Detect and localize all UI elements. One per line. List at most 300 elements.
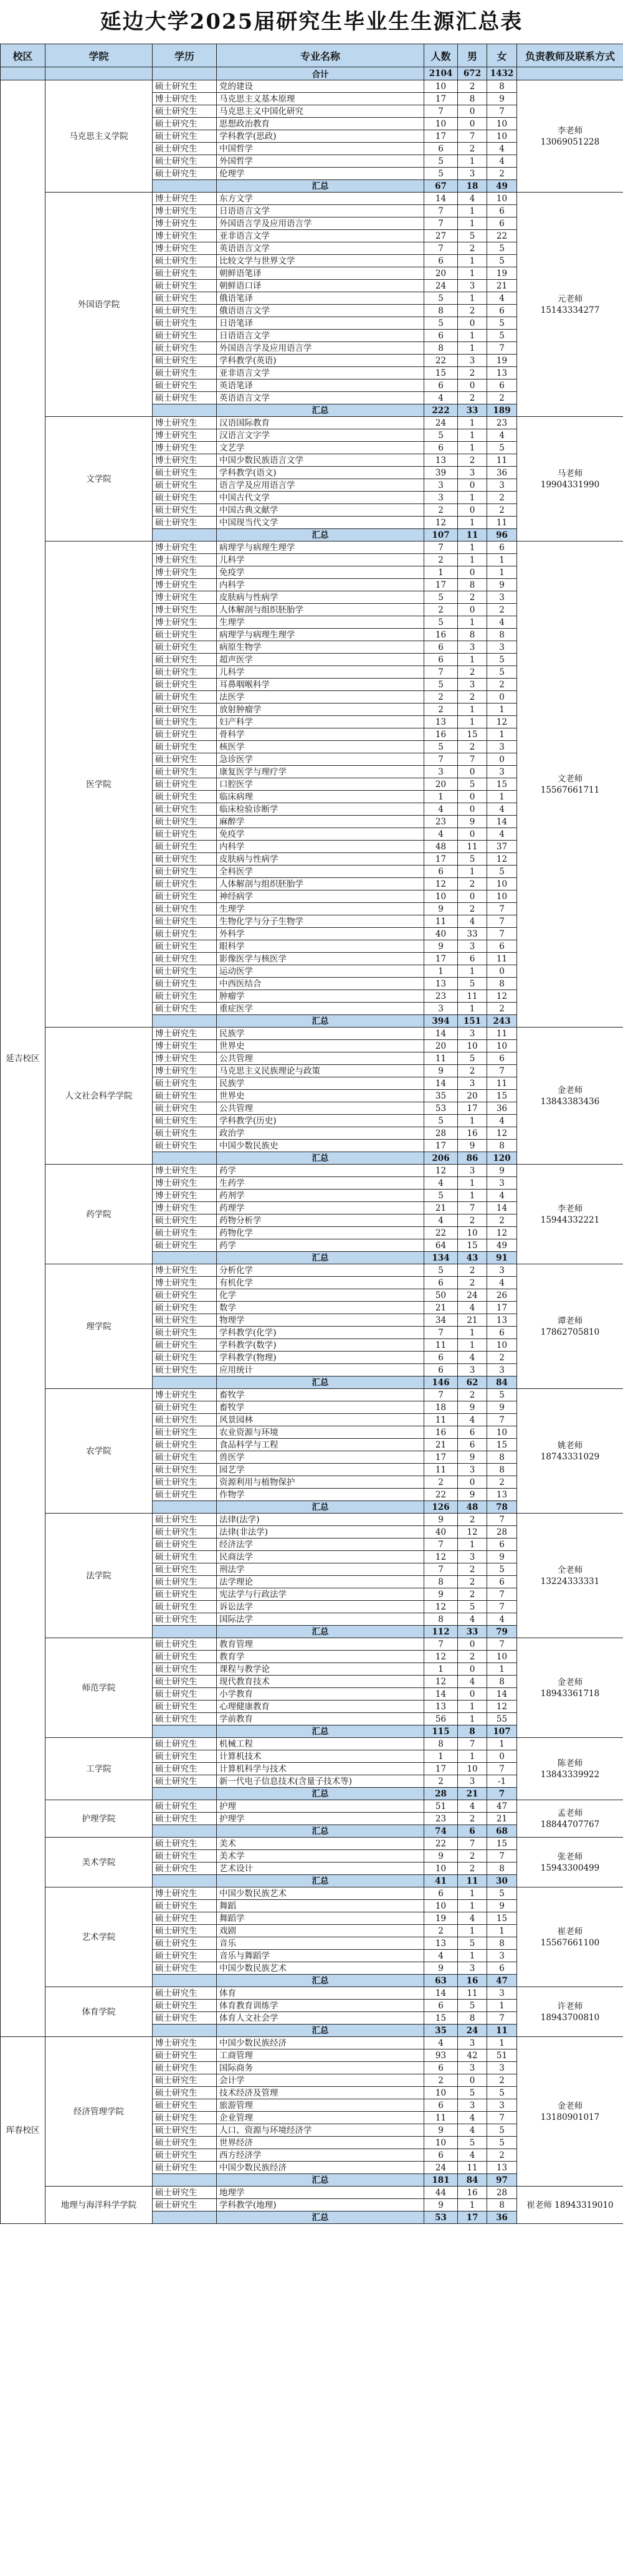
major-cell: 中国少数民族史 [217,1140,424,1152]
major-cell: 药学 [217,1239,424,1252]
female-cell: 3 [487,1264,517,1277]
contact-line: 18743331029 [540,1451,600,1462]
female-cell: 7 [487,1638,517,1651]
male-cell: 5 [458,2137,487,2149]
male-cell: 1 [458,1177,487,1190]
degree-cell: 硕士研究生 [153,1950,217,1962]
degree-cell: 硕士研究生 [153,105,217,118]
degree-cell: 硕士研究生 [153,641,217,654]
male-cell: 0 [458,118,487,130]
table-header-row [1,44,623,67]
major-cell: 国际商务 [217,2062,424,2074]
degree-cell: 硕士研究生 [153,155,217,168]
major-cell: 技术经济及管理 [217,2087,424,2099]
male-cell: 0 [458,1476,487,1489]
subtotal-count: 53 [424,2211,458,2224]
major-cell: 政治学 [217,1127,424,1140]
male-cell: 1 [458,1950,487,1962]
male-cell: 0 [458,604,487,616]
count-cell: 5 [424,1115,458,1127]
male-cell: 1 [458,155,487,168]
major-cell: 临床病理 [217,791,424,803]
degree-cell: 硕士研究生 [153,978,217,990]
contact-cell [517,1838,623,1887]
male-cell: 4 [458,1613,487,1626]
degree-cell: 硕士研究生 [153,828,217,841]
degree-cell: 硕士研究生 [153,1663,217,1676]
count-cell: 7 [424,1638,458,1651]
male-cell: 9 [458,816,487,828]
count-cell: 10 [424,1900,458,1912]
count-cell: 28 [424,1127,458,1140]
degree-cell: 硕士研究生 [153,130,217,143]
female-cell: 10 [487,118,517,130]
count-cell: 12 [424,517,458,529]
major-cell: 儿科学 [217,666,424,679]
female-cell: 1 [487,791,517,803]
degree-cell: 硕士研究生 [153,1925,217,1937]
major-cell: 学前教育 [217,1713,424,1725]
major-cell: 英语语言文学 [217,392,424,404]
table-row [1,1838,623,1850]
count-cell: 9 [424,1962,458,1975]
female-cell: 9 [487,1551,517,1563]
male-cell: 7 [458,1202,487,1214]
contact-line: 崔老师 18943319010 [526,2200,614,2210]
count-cell: 6 [424,2062,458,2074]
female-cell: 13 [487,2162,517,2174]
female-cell: 37 [487,841,517,853]
male-cell: 0 [458,1638,487,1651]
contact-cell [517,2187,623,2224]
major-cell: 人口、资源与环境经济学 [217,2124,424,2137]
contact-line: 15943300499 [540,1863,600,1873]
count-cell: 3 [424,479,458,492]
female-cell: 4 [487,429,517,442]
contact-line: 姚老师 [557,1440,583,1451]
male-cell: 1 [458,2199,487,2211]
count-cell: 2 [424,504,458,517]
male-cell: 4 [458,1302,487,1314]
subtotal-count: 115 [424,1725,458,1738]
female-cell: 15 [487,778,517,791]
female-cell: 2 [487,2149,517,2162]
subtotal-male: 86 [458,1152,487,1165]
degree-cell: 硕士研究生 [153,1576,217,1588]
female-cell: 3 [487,1364,517,1376]
female-cell: 7 [487,1514,517,1526]
count-cell: 39 [424,467,458,479]
count-cell: 24 [424,417,458,429]
subtotal-male: 21 [458,1788,487,1800]
count-cell: 51 [424,1800,458,1813]
male-cell: 1 [458,1900,487,1912]
count-cell: 17 [424,579,458,591]
degree-cell: 硕士研究生 [153,1289,217,1302]
major-cell: 学科教学(英语) [217,355,424,367]
female-cell: 10 [487,1651,517,1663]
contact-line: 17862705810 [540,1327,600,1337]
degree-cell: 硕士研究生 [153,1900,217,1912]
degree-cell: 博士研究生 [153,1389,217,1401]
degree-cell: 硕士研究生 [153,2049,217,2062]
campus-cell: 珲春校区 [1,2037,45,2224]
count-cell: 9 [424,1588,458,1601]
contact-cell [517,1738,623,1800]
subtotal-count: 146 [424,1376,458,1389]
male-cell: 2 [458,242,487,255]
contact-line: 13224333331 [540,1576,600,1586]
male-cell: 1 [458,1925,487,1937]
subtotal-male: 33 [458,404,487,417]
subtotal-label: 汇总 [217,1825,424,1838]
degree-cell: 硕士研究生 [153,1563,217,1576]
major-cell: 美术学 [217,1850,424,1863]
degree-cell: 博士研究生 [153,442,217,454]
major-cell: 学科教学(语文) [217,467,424,479]
contact-cell [517,1264,623,1389]
count-cell: 16 [424,728,458,741]
degree-cell: 硕士研究生 [153,903,217,915]
major-cell: 计算机科学与技术 [217,1763,424,1775]
count-cell: 7 [424,666,458,679]
major-cell: 人体解剖与组织胚胎学 [217,604,424,616]
female-cell: 6 [487,541,517,554]
female-cell: 5 [487,442,517,454]
degree-cell: 硕士研究生 [153,965,217,978]
count-cell: 14 [424,1077,458,1090]
female-cell: 2 [487,1214,517,1227]
major-cell: 病原生物学 [217,641,424,654]
count-cell: 17 [424,130,458,143]
female-cell: 8 [487,80,517,93]
count-cell: 15 [424,2012,458,2025]
subtotal-female: 7 [487,1788,517,1800]
degree-cell: 硕士研究生 [153,2199,217,2211]
subtotal-count: 134 [424,1252,458,1264]
male-cell: 2 [458,1277,487,1289]
female-cell: 4 [487,803,517,816]
count-cell: 56 [424,1713,458,1725]
female-cell: 8 [487,978,517,990]
degree-cell: 硕士研究生 [153,1339,217,1352]
female-cell: 2 [487,2074,517,2087]
count-cell: 7 [424,753,458,766]
subtotal-count: 41 [424,1875,458,1887]
count-cell: 11 [424,1414,458,1426]
major-cell: 中西医结合 [217,978,424,990]
male-cell: 1 [458,429,487,442]
subtotal-female: 96 [487,529,517,541]
male-cell: 0 [458,105,487,118]
count-cell: 6 [424,654,458,666]
female-cell: 7 [487,1065,517,1077]
degree-cell: 博士研究生 [153,93,217,105]
female-cell: 14 [487,1688,517,1701]
degree-cell: 硕士研究生 [153,915,217,928]
college-cell: 经济管理学院 [45,2037,153,2187]
count-cell: 4 [424,392,458,404]
subtotal-male: 151 [458,1015,487,1028]
male-cell: 3 [458,641,487,654]
major-cell: 外科学 [217,928,424,940]
count-cell: 5 [424,1190,458,1202]
major-cell: 亚非语言文学 [217,367,424,379]
major-cell: 风景园林 [217,1414,424,1426]
female-cell: 9 [487,1900,517,1912]
female-cell: 6 [487,1052,517,1065]
major-cell: 地理学 [217,2187,424,2199]
count-cell: 27 [424,230,458,242]
count-cell: 7 [424,1327,458,1339]
subtotal-male: 8 [458,1725,487,1738]
male-cell: 5 [458,2087,487,2099]
male-cell: 2 [458,1588,487,1601]
count-cell: 6 [424,1887,458,1900]
count-cell: 1 [424,566,458,579]
major-cell: 艺术设计 [217,1863,424,1875]
degree-cell: 硕士研究生 [153,1863,217,1875]
count-cell: 4 [424,1214,458,1227]
count-cell: 6 [424,2099,458,2112]
male-cell: 1 [458,330,487,342]
female-cell: 4 [487,143,517,155]
male-cell: 1 [458,342,487,355]
count-cell: 1 [424,965,458,978]
male-cell: 3 [458,1464,487,1476]
total-row [1,67,623,80]
contact-cell [517,1987,623,2037]
degree-cell: 硕士研究生 [153,1676,217,1688]
degree-cell: 硕士研究生 [153,691,217,704]
major-cell: 戏剧 [217,1925,424,1937]
female-cell: 7 [487,1588,517,1601]
degree-cell: 硕士研究生 [153,2012,217,2025]
female-cell: 2 [487,492,517,504]
male-cell: 1 [458,616,487,629]
contact-line: 15944332221 [540,1214,600,1225]
degree-cell: 博士研究生 [153,1052,217,1065]
female-cell: 3 [487,1950,517,1962]
contact-cell [517,2037,623,2187]
count-cell: 5 [424,741,458,753]
male-cell: 3 [458,1028,487,1040]
count-cell: 7 [424,205,458,217]
degree-cell: 博士研究生 [153,242,217,255]
subtotal-female: 30 [487,1875,517,1887]
subtotal-male: 11 [458,1875,487,1887]
major-cell: 数学 [217,1302,424,1314]
count-cell: 17 [424,1451,458,1464]
female-cell: 1 [487,566,517,579]
male-cell: 2 [458,878,487,890]
female-cell: 21 [487,1813,517,1825]
female-cell: 8 [487,1863,517,1875]
female-cell: 1 [487,704,517,716]
subtotal-label: 汇总 [217,1376,424,1389]
count-cell: 3 [424,492,458,504]
major-cell: 世界史 [217,1040,424,1052]
female-cell: 2 [487,1352,517,1364]
degree-cell: 博士研究生 [153,1165,217,1177]
male-cell: 1 [458,217,487,230]
male-cell: 2 [458,1514,487,1526]
table-row [1,541,623,554]
count-cell: 17 [424,93,458,105]
female-cell: 15 [487,1439,517,1451]
count-cell: 9 [424,940,458,953]
female-cell: 3 [487,741,517,753]
degree-cell: 硕士研究生 [153,118,217,130]
male-cell: 2 [458,903,487,915]
male-cell: 21 [458,1314,487,1327]
major-cell: 免疫学 [217,828,424,841]
subtotal-count: 67 [424,180,458,193]
male-cell: 3 [458,1551,487,1563]
degree-cell: 硕士研究生 [153,778,217,791]
count-cell: 40 [424,1526,458,1538]
female-cell: 4 [487,292,517,305]
count-cell: 4 [424,1950,458,1962]
major-cell: 世界史 [217,1090,424,1102]
major-cell: 作物学 [217,1489,424,1501]
female-cell: 1 [487,2037,517,2049]
major-cell: 急诊医学 [217,753,424,766]
header-contact: 负责教师及联系方式 [517,44,623,67]
male-cell: 4 [458,2112,487,2124]
degree-cell: 硕士研究生 [153,1464,217,1476]
contact-line: 13843339922 [540,1769,600,1780]
female-cell: 23 [487,417,517,429]
total-female: 1432 [487,67,517,80]
major-cell: 体育教育训练学 [217,2000,424,2012]
major-cell: 学科教学(数学) [217,1339,424,1352]
count-cell: 21 [424,1302,458,1314]
count-cell: 13 [424,978,458,990]
male-cell: 0 [458,803,487,816]
degree-cell: 硕士研究生 [153,2112,217,2124]
degree-cell: 硕士研究生 [153,80,217,93]
female-cell: 8 [487,1464,517,1476]
male-cell: 0 [458,828,487,841]
count-cell: 7 [424,217,458,230]
subtotal-male: 18 [458,180,487,193]
major-cell: 马克思主义中国化研究 [217,105,424,118]
major-cell: 药理学 [217,1202,424,1214]
female-cell: 2 [487,168,517,180]
header-count: 人数 [424,44,458,67]
degree-cell: 硕士研究生 [153,1239,217,1252]
female-cell: 11 [487,953,517,965]
college-cell: 药学院 [45,1165,153,1264]
female-cell: 2 [487,679,517,691]
major-cell: 中国少数民族经济 [217,2037,424,2049]
major-cell: 护理学 [217,1813,424,1825]
female-cell: 12 [487,990,517,1003]
female-cell: 19 [487,355,517,367]
count-cell: 23 [424,1813,458,1825]
count-cell: 64 [424,1239,458,1252]
male-cell: 1 [458,1713,487,1725]
degree-cell: 硕士研究生 [153,2099,217,2112]
male-cell: 3 [458,1364,487,1376]
degree-cell: 硕士研究生 [153,2137,217,2149]
male-cell: 5 [458,978,487,990]
major-cell: 学科教学(历史) [217,1115,424,1127]
major-cell: 思想政治教育 [217,118,424,130]
degree-cell: 硕士研究生 [153,1688,217,1701]
degree-cell: 博士研究生 [153,417,217,429]
degree-cell: 博士研究生 [153,217,217,230]
degree-cell: 硕士研究生 [153,1912,217,1925]
degree-cell: 硕士研究生 [153,940,217,953]
major-cell: 化学 [217,1289,424,1302]
count-cell: 5 [424,679,458,691]
male-cell: 24 [458,1289,487,1302]
male-cell: 2 [458,691,487,704]
female-cell: 9 [487,1165,517,1177]
total-label: 合计 [217,67,424,80]
major-cell: 康复医学与理疗学 [217,766,424,778]
female-cell: 10 [487,193,517,205]
subtotal-label: 汇总 [217,180,424,193]
count-cell: 21 [424,1202,458,1214]
count-cell: 20 [424,778,458,791]
major-cell: 经济法学 [217,1538,424,1551]
degree-cell: 硕士研究生 [153,1651,217,1663]
count-cell: 5 [424,317,458,330]
female-cell: 10 [487,890,517,903]
degree-cell: 硕士研究生 [153,517,217,529]
count-cell: 23 [424,816,458,828]
degree-cell: 博士研究生 [153,579,217,591]
count-cell: 8 [424,1613,458,1626]
degree-cell: 硕士研究生 [153,1352,217,1364]
female-cell: 6 [487,305,517,317]
contact-line: 李老师 [557,125,583,136]
table-row [1,193,623,205]
count-cell: 4 [424,1177,458,1190]
male-cell: 12 [458,1526,487,1538]
male-cell: 2 [458,1214,487,1227]
subtotal-male: 62 [458,1376,487,1389]
female-cell: 3 [487,2099,517,2112]
female-cell: 51 [487,2049,517,2062]
degree-cell: 硕士研究生 [153,1713,217,1725]
subtotal-label: 汇总 [217,1015,424,1028]
degree-cell: 硕士研究生 [153,878,217,890]
degree-cell: 硕士研究生 [153,1987,217,2000]
female-cell: 5 [487,1887,517,1900]
major-cell: 兽医学 [217,1451,424,1464]
count-cell: 2 [424,604,458,616]
count-cell: 1 [424,791,458,803]
subtotal-female: 91 [487,1252,517,1264]
contact-line: 18943700810 [540,2012,600,2023]
degree-cell: 硕士研究生 [153,679,217,691]
female-cell: 6 [487,1576,517,1588]
female-cell: 9 [487,1401,517,1414]
major-cell: 药剂学 [217,1190,424,1202]
female-cell: 19 [487,267,517,280]
male-cell: 3 [458,467,487,479]
table-row [1,1638,623,1651]
degree-cell: 硕士研究生 [153,1514,217,1526]
male-cell: 3 [458,2062,487,2074]
male-cell: 10 [458,1040,487,1052]
table-row [1,1738,623,1750]
male-cell: 5 [458,2000,487,2012]
